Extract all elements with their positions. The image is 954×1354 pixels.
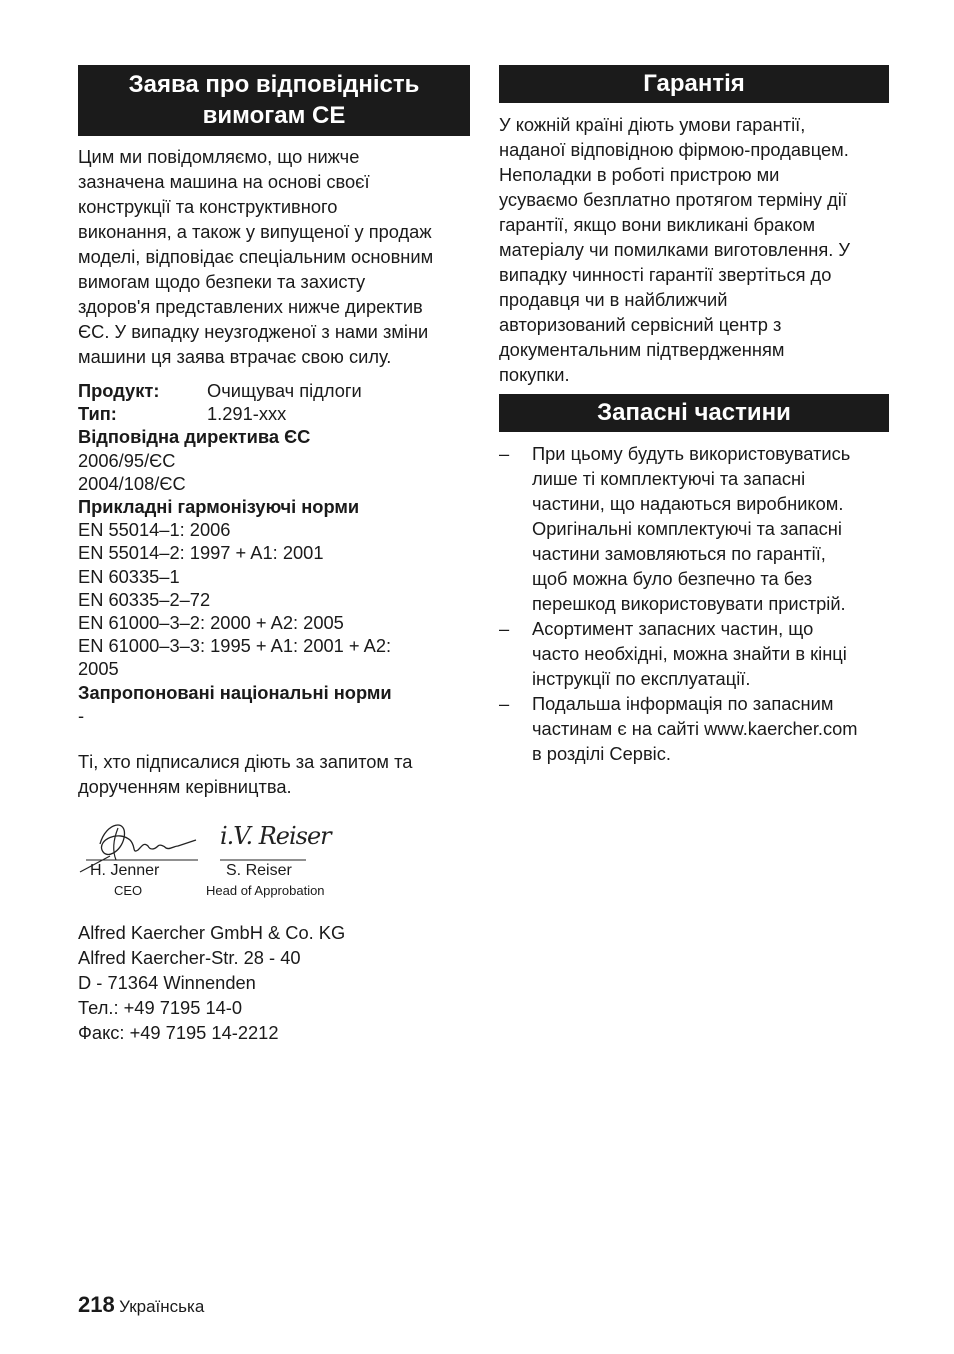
warranty-line: матеріалу чи помилками виготовлення. У [499, 239, 850, 260]
item-line: Асортимент запасних частин, що [532, 618, 814, 639]
ce-heading-line2: вимогам CE [202, 102, 346, 129]
item-line: часто необхідні, можна знайти в кінці [532, 643, 847, 664]
warranty-line: документальним підтвердженням [499, 339, 785, 360]
page-footer [78, 1292, 204, 1318]
item-line: частини замовляються по гарантії, [532, 543, 826, 564]
signatories-statement [78, 749, 470, 799]
address-line: Тел.: +49 7195 14-0 [78, 997, 243, 1019]
spec-block [78, 379, 470, 727]
spare-parts-heading: Запасні частини [499, 394, 889, 432]
item-line: інструкції по експлуатації. [532, 668, 751, 689]
item-line: перешкод використовувати пристрій. [532, 593, 846, 614]
warranty-line: У кожній країні діють умови гарантії, [499, 114, 806, 135]
norms-heading: Прикладні гармонізуючі норми [78, 496, 360, 518]
item-line: Подальша інформація по запасним [532, 693, 834, 714]
intro-line: здоров'я представлених нижче директив [78, 296, 423, 317]
warranty-line: усуваємо безплатно протягом терміну дії [499, 189, 847, 210]
directive-item: 2004/108/ЄС [78, 472, 186, 494]
list-item [499, 441, 889, 616]
norm-item: EN 60335–1 [78, 565, 180, 587]
list-item [499, 616, 889, 691]
intro-line: машини ця заява втрачає свою силу. [78, 346, 392, 367]
item-line: лише ті комплектуючі та запасні [532, 468, 806, 489]
warranty-line: покупки. [499, 364, 570, 385]
signature-reiser-icon: i.V. Reiser [220, 822, 331, 851]
company-address [78, 920, 470, 1045]
list-item [499, 691, 889, 766]
item-line: в розділі Сервіс. [532, 743, 671, 764]
intro-line: ЄС. У випадку неузгодженої з нами зміни [78, 321, 429, 342]
spare-parts-list [499, 441, 889, 766]
type-value: 1.291-xxx [207, 403, 287, 425]
directive-item: 2006/95/ЄС [78, 449, 176, 471]
warranty-line: наданої відповідною фірмою-продавцем. [499, 139, 849, 160]
ce-declaration-heading [78, 65, 470, 136]
directive-heading: Відповідна директива ЄС [78, 426, 311, 448]
intro-line: моделі, відповідає спеціальним основним [78, 246, 434, 267]
address-line: Alfred Kaercher-Str. 28 - 40 [78, 947, 301, 969]
type-row [78, 402, 470, 425]
ce-heading-line1: Заява про відповідність [128, 71, 420, 98]
signatory2-name: S. Reiser [226, 862, 292, 880]
dash-bullet: – [499, 693, 510, 714]
item-line: щоб можна було безпечно та без [532, 568, 813, 589]
warranty-line: Неполадки в роботі пристрою ми [499, 164, 780, 185]
national-norms-heading: Запропоновані національні норми [78, 681, 392, 703]
right-column [499, 65, 889, 766]
product-value: Очищувач підлоги [207, 380, 362, 401]
warranty-paragraph [499, 112, 889, 387]
item-line: Оригінальні комплектуючі та запасні [532, 518, 842, 539]
page-language: Українська [119, 1297, 205, 1316]
intro-line: виконання, а також у випущеної у продаж [78, 221, 432, 242]
intro-line: Цим ми повідомляємо, що нижче [78, 146, 360, 167]
address-line: Alfred Kaercher GmbH & Co. KG [78, 922, 346, 944]
ce-declaration-column [78, 65, 470, 1045]
product-row [78, 379, 470, 402]
norm-item: EN 60335–2–72 [78, 588, 211, 610]
warranty-line: продавця чи в найближчий [499, 289, 728, 310]
warranty-line: гарантії, якщо вони викликані браком [499, 214, 816, 235]
dash-bullet: – [499, 443, 510, 464]
page-number: 218 [78, 1292, 115, 1317]
statement-line: Ті, хто підписалися діють за запитом та [78, 751, 413, 773]
intro-line: вимогам щодо безпеки та захисту [78, 271, 366, 292]
ce-intro-paragraph [78, 144, 470, 369]
norm-item: EN 55014–1: 2006 [78, 519, 231, 541]
signatory1-name: H. Jenner [90, 862, 160, 880]
item-line: При цьому будуть використовуватись [532, 443, 851, 464]
item-line: частинам є на сайті www.kaercher.com [532, 718, 858, 739]
norm-item: EN 61000–3–2: 2000 + A2: 2005 [78, 612, 344, 634]
address-line: Факс: +49 7195 14-2212 [78, 1022, 279, 1044]
norm-item: EN 61000–3–3: 1995 + A1: 2001 + A2: [78, 635, 392, 657]
warranty-line: випадку чинності гарантії звертіться до [499, 264, 832, 285]
norm-item: 2005 [78, 658, 119, 680]
intro-line: зазначена машина на основі своєї [78, 171, 370, 192]
warranty-heading: Гарантія [499, 65, 889, 103]
norm-item: EN 55014–2: 1997 + A1: 2001 [78, 542, 324, 564]
dash-bullet: – [499, 618, 510, 639]
product-label: Продукт: [78, 380, 160, 401]
signatory2-role: Head of Approbation [206, 883, 325, 899]
warranty-line: авторизований сервісний центр з [499, 314, 782, 335]
signatures [78, 816, 470, 906]
statement-line: дорученням керівництва. [78, 776, 292, 798]
address-line: D - 71364 Winnenden [78, 972, 256, 994]
national-norms-value: - [78, 704, 85, 726]
type-label: Тип: [78, 403, 117, 425]
item-line: частини, що надаються виробником. [532, 493, 844, 514]
intro-line: конструкції та конструктивного [78, 196, 338, 217]
signatory1-role: CEO [114, 883, 143, 899]
